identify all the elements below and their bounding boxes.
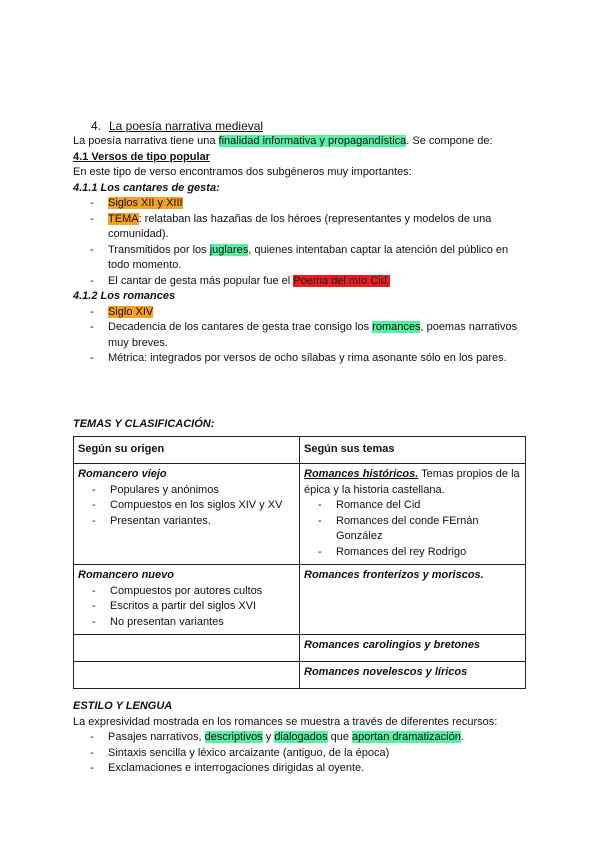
table-header-temas: Según sus temas (300, 437, 526, 464)
table-cell-historicos (300, 464, 526, 565)
list-item: - Romances del conde FErnán González (318, 514, 521, 545)
list-item: - Compuestos en los siglos XIV y XV (92, 498, 295, 514)
list-item: - Populares y anónimos (92, 483, 295, 499)
highlight-romances: romances (372, 321, 421, 333)
historicos-text: Temas propios de la épica y la historia castellana. (304, 468, 520, 496)
subsection-4-1-1-title: 4.1.1 Los cantares de gesta: (73, 181, 220, 194)
list-item-text: : relataban las hazañas de los héroes (representantes y modelos de una comunidad). (108, 212, 492, 240)
highlight-poema-cid: Poema del mío Cid. (293, 274, 390, 287)
list-item: - Romance del Cid (318, 498, 521, 514)
list-item-text: El cantar de gesta más popular fue el (108, 274, 294, 287)
table-cell-carolingios (300, 635, 526, 662)
carolingios-title: Romances carolingios y bretones (304, 639, 481, 651)
table-cell-empty (74, 662, 300, 689)
highlight-descriptivos: descriptivos (204, 731, 263, 743)
list-item: - Sintaxis sencilla y léxico arcaizante (antiguo, de la época) (90, 746, 528, 762)
classification-table (73, 436, 526, 689)
list-item-text: que (327, 731, 352, 743)
table-cell-fronterizos (300, 565, 526, 635)
estilo-heading: ESTILO Y LENGUA (73, 700, 173, 712)
intro-text-end: . Se compone de: (406, 135, 493, 147)
list-item (90, 196, 528, 212)
highlight-juglares: juglares (209, 243, 249, 256)
section-4-title (73, 118, 528, 134)
highlight-siglos: Siglos XII y XIII (108, 197, 183, 209)
table-row (74, 437, 526, 464)
romancero-nuevo-title: Romancero nuevo (78, 569, 174, 581)
list-item (90, 274, 528, 290)
list-item: - Presentan variantes. (92, 514, 295, 530)
highlight-tema: TEMA (108, 212, 139, 225)
table-row (74, 635, 526, 662)
subsection-4-1-title: 4.1 Versos de tipo popular (73, 150, 210, 163)
list-item (90, 305, 528, 321)
spacer (73, 367, 528, 417)
table-cell-romancero-nuevo (74, 565, 300, 635)
list-item-text: Decadencia de los cantares de gesta trae consigo los (108, 321, 373, 333)
list-item (90, 212, 528, 243)
section-number: 4. (91, 119, 102, 133)
historicos-desc (304, 467, 521, 498)
list-item (90, 320, 528, 351)
list-item-text: Transmitidos por los (108, 243, 210, 256)
romances-list (73, 305, 528, 367)
novelescos-title: Romances novelescos y líricos (304, 666, 468, 678)
list-item: - No presentan variantes (92, 615, 295, 631)
subsection-4-1-intro: En este tipo de verso encontramos dos subgéneros muy importantes: (73, 166, 412, 178)
list-item: - Romances del rey Rodrigo (318, 545, 521, 561)
table-row (74, 662, 526, 689)
list-item (90, 351, 528, 367)
estilo-list (73, 730, 528, 777)
intro-text: La poesía narrativa tiene una (73, 135, 219, 147)
historicos-list (304, 498, 521, 560)
temas-heading: TEMAS Y CLASIFICACIÓN: (73, 417, 215, 430)
highlight-dialogados: dialogados (274, 731, 328, 743)
highlight-siglo-xiv: Siglo XIV (108, 305, 154, 318)
table-row (74, 464, 526, 565)
table-cell-empty (74, 635, 300, 662)
cantares-list (73, 196, 528, 289)
estilo-section (73, 699, 528, 777)
list-item-text: . (460, 731, 464, 743)
list-item: - Exclamaciones e interrogaciones dirigidas al oyente. (90, 761, 528, 777)
romancero-viejo-list (78, 483, 295, 530)
section-title: La poesía narrativa medieval (109, 119, 264, 133)
romancero-nuevo-list (78, 584, 295, 631)
table-cell-novelescos (300, 662, 526, 689)
table-cell-romancero-viejo (74, 464, 300, 565)
table-header-origen: Según su origen (74, 437, 300, 464)
list-item-text: , quienes intentaban captar la atención del público en todo momento. (108, 243, 509, 271)
list-item (90, 243, 528, 274)
highlight-dramatizacion: aportan dramatización (352, 731, 461, 743)
subsection-4-1-2-title: 4.1.2 Los romances (73, 290, 176, 302)
list-item-text: Métrica: integrados por versos de ocho sílabas y rima asonante sólo en los pares. (108, 352, 507, 364)
list-item-text: , poemas narrativos muy breves. (108, 321, 518, 349)
highlight-finalidad: finalidad informativa y propagandística (218, 135, 407, 147)
estilo-intro: La expresividad mostrada en los romances se muestra a través de diferentes recursos: (73, 715, 498, 728)
table-row (74, 565, 526, 635)
list-item: - Compuestos por autores cultos (92, 584, 295, 600)
list-item-text: Pasajes narrativos, (108, 731, 205, 743)
list-item: - Escritos a partir del siglos XVI (92, 599, 295, 615)
list-item (90, 730, 528, 746)
fronterizos-title: Romances fronterizos y moriscos. (304, 569, 484, 581)
romancero-viejo-title: Romancero viejo (78, 468, 167, 480)
historicos-title: Romances históricos. (304, 468, 419, 480)
section-4-intro (73, 134, 528, 150)
list-item-text: y (262, 731, 275, 743)
document-page (73, 118, 528, 777)
